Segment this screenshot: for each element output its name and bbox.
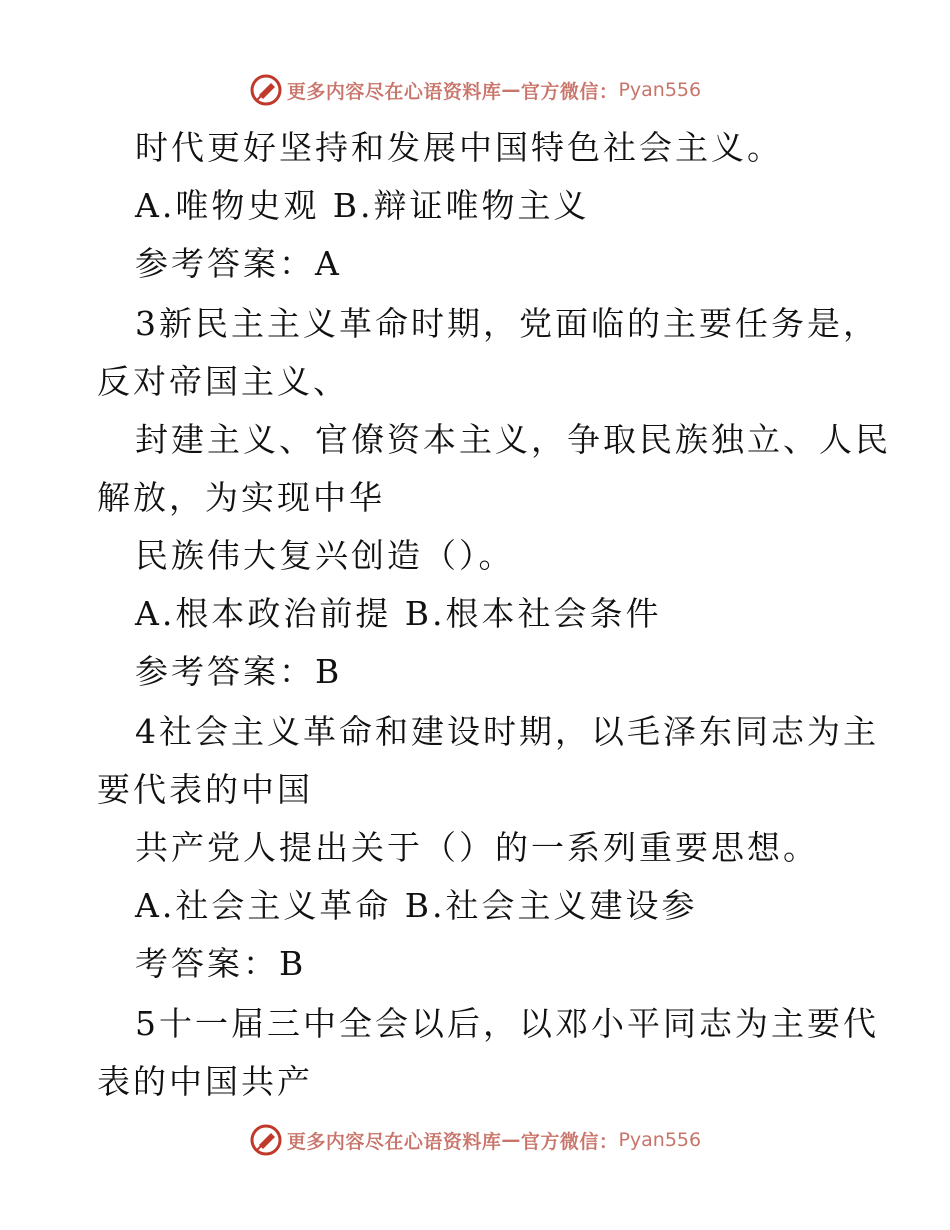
text-line: 参考答案：A <box>135 244 342 283</box>
banner-text: 更多内容尽在心语资料库 <box>286 80 502 103</box>
text-line: 4社会主义革命和建设时期，以毛泽东同志为主 <box>135 712 879 751</box>
banner-separator: — <box>501 1129 521 1151</box>
banner-label: 官方微信： <box>520 1130 619 1153</box>
text-line: 3新民主主义革命时期，党面临的主要任务是， <box>135 304 879 343</box>
text-line: A.根本政治前提 B.根本社会条件 <box>135 594 662 633</box>
text-line: 要代表的中国 <box>97 770 313 809</box>
text-line: 表的中国共产 <box>97 1062 313 1101</box>
text-line: 考答案：B <box>135 944 307 983</box>
footer-watermark <box>0 1120 950 1160</box>
text-line: 封建主义、官僚资本主义，争取民族独立、人民 <box>135 420 891 459</box>
text-line: A.唯物史观 B.辩证唯物主义 <box>135 186 590 225</box>
text-line: 时代更好坚持和发展中国特色社会主义。 <box>135 128 783 167</box>
text-line: 共产党人提出关于（）的一系列重要思想。 <box>135 828 819 867</box>
text-line: 参考答案：B <box>135 652 343 691</box>
logo-icon <box>249 1123 283 1157</box>
text-line: A.社会主义革命 B.社会主义建设参 <box>135 886 698 925</box>
banner-separator: — <box>501 79 521 101</box>
text-line: 民族伟大复兴创造（）。 <box>135 536 515 575</box>
banner-id: Pyan556 <box>618 1129 702 1151</box>
banner-label: 官方微信： <box>520 80 619 103</box>
banner-text: 更多内容尽在心语资料库 <box>286 1130 502 1153</box>
banner-id: Pyan556 <box>618 79 702 101</box>
text-line: 5十一届三中全会以后，以邓小平同志为主要代 <box>135 1004 879 1043</box>
text-line: 解放，为实现中华 <box>97 478 385 517</box>
logo-icon <box>249 73 283 107</box>
header-watermark <box>0 70 950 110</box>
text-line: 反对帝国主义、 <box>97 362 349 401</box>
